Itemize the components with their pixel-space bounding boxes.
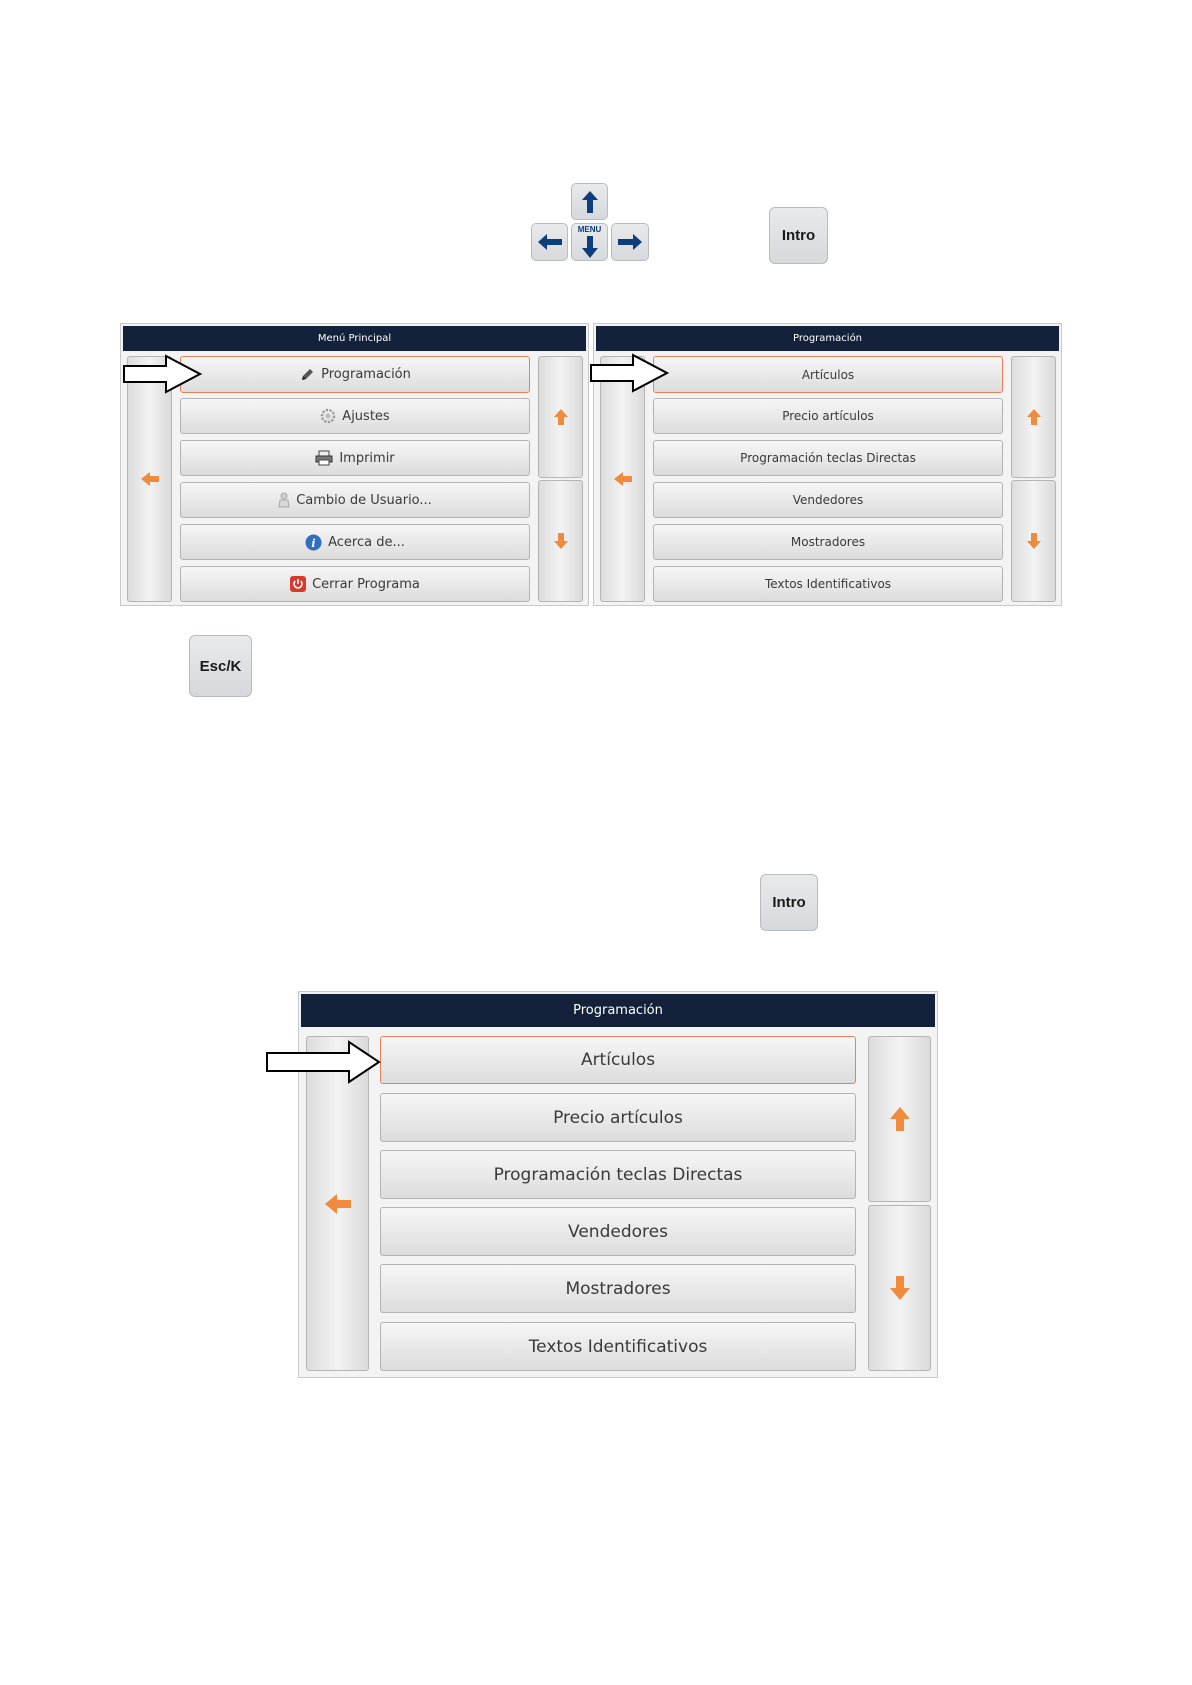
menu-item-label: Programación	[321, 367, 411, 382]
programacion-titlebar	[301, 994, 935, 1027]
menu-item-label: Vendedores	[792, 493, 864, 507]
programacion-title: Programación	[573, 1003, 663, 1018]
scroll-up-arrow-icon	[889, 1106, 911, 1132]
back-arrow-icon	[324, 1193, 352, 1215]
intro-key-middle[interactable]	[760, 874, 818, 931]
arrow-left-icon	[536, 233, 564, 251]
pointer-arrow-icon	[265, 1040, 381, 1084]
scroll-up-arrow-icon	[1026, 408, 1042, 426]
info-icon	[305, 534, 322, 551]
user-icon	[278, 492, 290, 508]
intro-key-label: Intro	[781, 227, 816, 244]
menu-item-precio-articulos[interactable]	[380, 1093, 856, 1142]
pencil-icon	[299, 367, 315, 383]
arrow-down-icon	[580, 235, 600, 259]
menu-item-label: Precio artículos	[553, 1107, 683, 1128]
menu-item-label: Cerrar Programa	[312, 576, 420, 592]
scroll-up-button[interactable]	[538, 356, 583, 478]
programacion-titlebar	[596, 326, 1059, 351]
menu-item-label: Programación teclas Directas	[740, 451, 916, 465]
menu-item-imprimir[interactable]	[180, 440, 530, 476]
menu-item-articulos[interactable]	[380, 1036, 856, 1084]
scroll-down-arrow-icon	[889, 1275, 911, 1301]
scroll-down-arrow-icon	[553, 532, 569, 550]
key-up[interactable]	[571, 183, 608, 220]
menu-item-label: Ajustes	[342, 408, 390, 424]
key-left[interactable]	[531, 223, 568, 261]
menu-item-label: Mostradores	[565, 1278, 671, 1299]
menu-item-label: Textos Identificativos	[528, 1336, 708, 1357]
programacion-screen-large	[298, 991, 938, 1378]
arrow-up-icon	[580, 189, 600, 215]
scroll-down-arrow-icon	[1026, 532, 1042, 550]
back-arrow-icon	[140, 471, 160, 487]
printer-icon	[315, 450, 333, 466]
menu-item-vendedores[interactable]	[380, 1207, 856, 1256]
menu-item-label: Artículos	[801, 367, 855, 382]
scroll-down-button[interactable]	[1011, 480, 1056, 602]
menu-item-vendedores[interactable]	[653, 482, 1003, 518]
scroll-down-button[interactable]	[868, 1205, 931, 1371]
scroll-down-button[interactable]	[538, 480, 583, 602]
menu-item-teclas-directas[interactable]	[653, 440, 1003, 476]
menu-item-label: Vendedores	[568, 1221, 668, 1242]
power-icon	[290, 576, 306, 592]
intro-key-top[interactable]	[769, 207, 828, 264]
back-arrow-icon	[613, 471, 633, 487]
key-right[interactable]	[611, 223, 649, 261]
menu-item-teclas-directas[interactable]	[380, 1150, 856, 1199]
scroll-up-button[interactable]	[1011, 356, 1056, 478]
svg-text:i: i	[311, 536, 316, 550]
back-button[interactable]	[306, 1036, 369, 1371]
intro-key-label: Intro	[772, 894, 806, 911]
programacion-title: Programación	[792, 333, 863, 344]
scroll-up-button[interactable]	[868, 1036, 931, 1202]
scroll-up-arrow-icon	[553, 408, 569, 426]
main-menu-titlebar	[123, 326, 586, 351]
menu-item-textos[interactable]	[380, 1322, 856, 1371]
esc-key[interactable]	[189, 635, 252, 697]
menu-item-label: Cambio de Usuario...	[296, 492, 432, 508]
menu-item-label: Acerca de...	[328, 534, 405, 550]
menu-item-label: Textos Identificativos	[764, 577, 892, 591]
menu-item-label: Mostradores	[790, 535, 866, 549]
pointer-arrow-icon	[122, 354, 202, 394]
menu-item-precio-articulos[interactable]	[653, 398, 1003, 434]
menu-item-cerrar[interactable]	[180, 566, 530, 602]
menu-item-cambio-usuario[interactable]	[180, 482, 530, 518]
menu-item-label: Artículos	[580, 1050, 656, 1070]
arrow-right-icon	[616, 233, 644, 251]
main-menu-title: Menú Principal	[317, 333, 392, 344]
menu-item-ajustes[interactable]	[180, 398, 530, 434]
pointer-arrow-icon	[589, 353, 669, 393]
menu-item-textos[interactable]	[653, 566, 1003, 602]
menu-item-label: Programación teclas Directas	[493, 1164, 743, 1185]
menu-item-mostradores[interactable]	[653, 524, 1003, 560]
menu-item-acerca[interactable]	[180, 524, 530, 560]
gear-icon	[320, 408, 336, 424]
menu-item-mostradores[interactable]	[380, 1264, 856, 1313]
key-menu-down[interactable]	[571, 223, 608, 261]
menu-item-programacion[interactable]	[180, 356, 530, 393]
esc-key-label: Esc/K	[199, 657, 242, 675]
menu-item-articulos[interactable]	[653, 356, 1003, 393]
menu-key-label: MENU	[577, 225, 602, 234]
menu-item-label: Imprimir	[339, 450, 395, 466]
menu-item-label: Precio artículos	[782, 409, 874, 423]
